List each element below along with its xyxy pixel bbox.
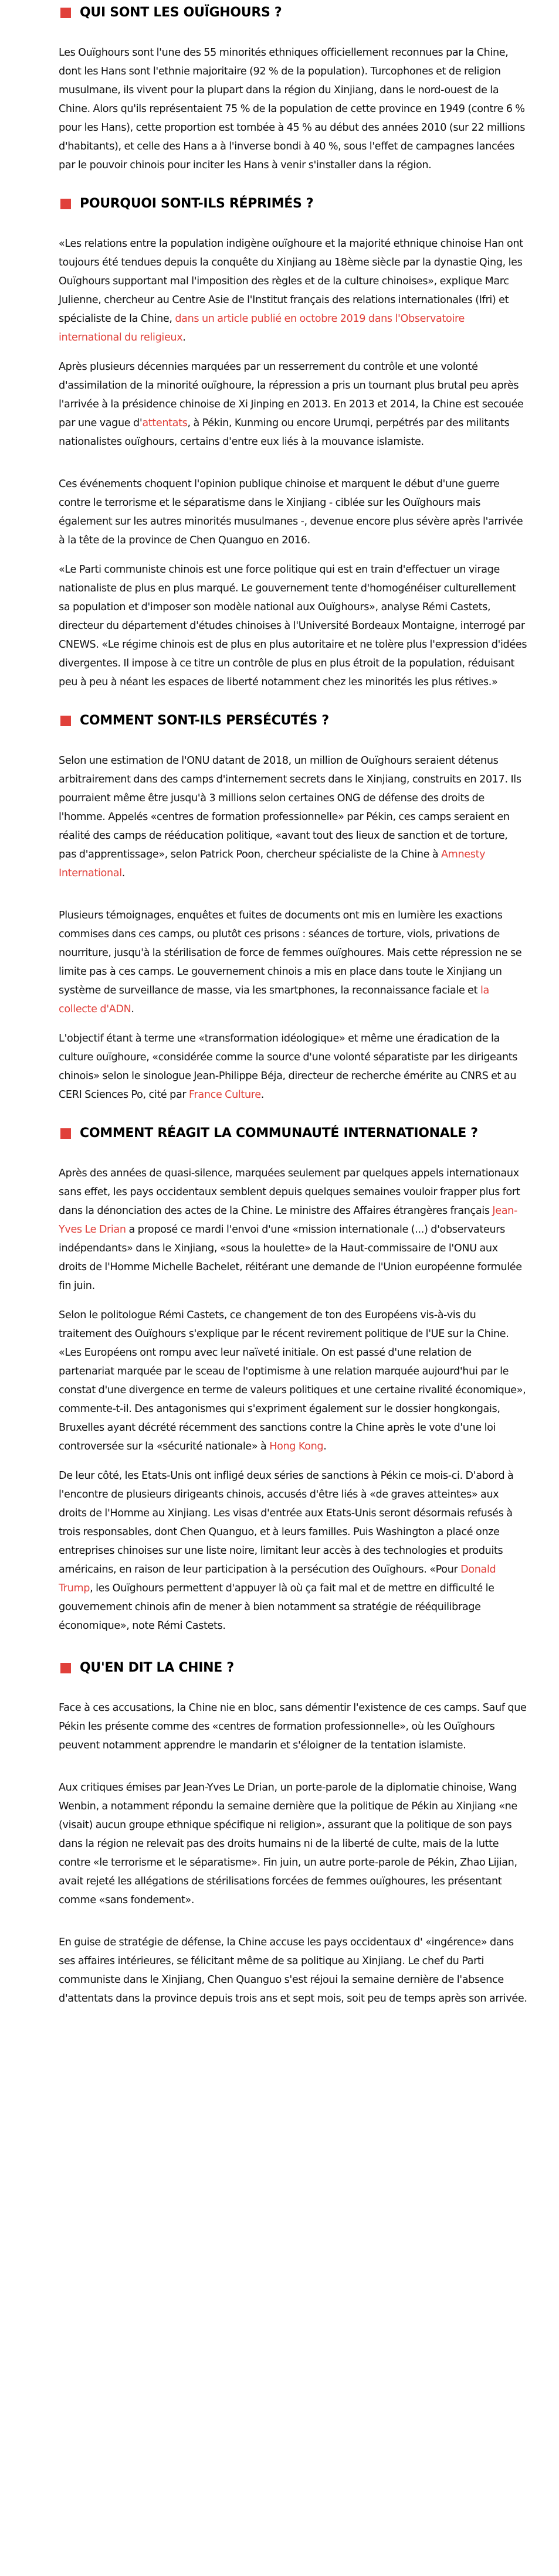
inline-link[interactable]: dans un article publié en octobre 2019 dans l'Observatoire international du religieux bbox=[59, 313, 465, 343]
paragraph-text: . bbox=[131, 1003, 134, 1015]
section-heading-text: POURQUOI SONT-ILS RÉPRIMÉS ? bbox=[80, 196, 314, 211]
red-square-marker-icon bbox=[60, 1128, 71, 1139]
paragraph-text: «Le Parti communiste chinois est une force politique qui est en train d'effectuer un virage nationaliste de plus en plus marqué. Le gouvernement tente d'homogénéiser culturellement sa population et d'imposer son modèle national aux Ouïghours», analyse Rémi Castets, directeur du département d'études chinoises à l'Université Bordeaux Montaigne, interrogé par CNEWS. «Le régime chinois est de plus en plus autoritaire et ne tolère plus l'expression d'idées divergentes. Il impose à ce titre un contrôle de plus en plus étroit de la population, réduisant peu à peu à néant les espaces de liberté notamment chez les minorités les plus rétives.» bbox=[59, 564, 527, 688]
paragraph-text: De leur côté, les Etats-Unis ont infligé deux séries de sanctions à Pékin ce mois-ci. D'abord à l'encontre de plusieurs dirigeants chinois, accusés d'être liés à «de graves atteintes» aux droits de l'Homme au Xinjiang. Les visas d'entrée aux Etats-Unis seront désormais refusés à trois responsables, dont Chen Quanguo, et à leurs familles. Puis Washington a placé onze entreprises chinoises sur une liste noire, limitant leur accès à des technologies et produits américains, en raison de leur participation à la persécution des Ouïghours. «Pour bbox=[59, 1470, 514, 1575]
section-heading-text: COMMENT RÉAGIT LA COMMUNAUTÉ INTERNATIONALE ? bbox=[80, 1126, 478, 1141]
paragraph-text: . bbox=[260, 1089, 265, 1101]
section-heading bbox=[59, 712, 528, 730]
paragraph bbox=[59, 1466, 528, 1635]
inline-link[interactable]: la collecte d'ADN bbox=[59, 985, 489, 1015]
paragraph-text: L'objectif étant à terme une «transformation idéologique» et même une éradication de la culture ouïghoure, «considérée comme la source d'une volonté séparatiste par les dirigeants chinois» selon le sinologue Jean-Philippe Béja, directeur de recherche émérite au CNRS et au CERI Sciences Po, cité par bbox=[59, 1033, 518, 1101]
paragraph bbox=[59, 358, 528, 451]
paragraph bbox=[59, 1029, 528, 1104]
inline-link[interactable]: France Culture bbox=[189, 1089, 261, 1101]
section-heading bbox=[59, 4, 528, 22]
paragraph-text: Ces événements choquent l'opinion publique chinoise et marquent le début d'une guerre contre le terrorisme et le séparatisme dans le Xinjiang - ciblée sur les Ouïghours mais également sur les autres minorités musulmanes -, devenue encore plus sévère après l'arrivée à la tête de la province de Chen Quanguo en 2016. bbox=[59, 478, 523, 546]
paragraph bbox=[59, 1778, 528, 1910]
inline-link[interactable]: attentats bbox=[142, 417, 188, 429]
section-heading-text: QU'EN DIT LA CHINE ? bbox=[80, 1660, 234, 1675]
paragraph bbox=[59, 1699, 528, 1755]
paragraph-text: , les Ouïghours permettent d'appuyer là où ça fait mal et de mettre en difficulté le gouvernement chinois afin de mener à bien notamment sa stratégie de rééquilibrage économique», note Rémi Castets. bbox=[59, 1583, 494, 1632]
section-heading-text: QUI SONT LES OUÏGHOURS ? bbox=[80, 5, 282, 20]
paragraph bbox=[59, 1164, 528, 1295]
inline-link[interactable]: Amnesty International bbox=[59, 849, 486, 879]
paragraph-text: «Les relations entre la population indigène ouïghoure et la majorité ethnique chinoise Han ont toujours été tendues depuis la conquête du Xinjiang au 18ème siècle par la dynastie Qing, les Ouïghours supportant mal l'imposition des règles et de la culture chinoises», explique Marc Julienne, chercheur au Centre Asie de l'Institut français des relations internationales (Ifri) et spécialiste de la Chine, bbox=[59, 238, 523, 325]
paragraph-text: , à Pékin, Kunming ou encore Urumqi, perpétrés par des militants nationalistes ouïghours, certains d'entre eux liés à la mouvance islamiste. bbox=[59, 417, 510, 448]
paragraph bbox=[59, 234, 528, 347]
red-square-marker-icon bbox=[60, 8, 71, 18]
red-square-marker-icon bbox=[60, 1663, 71, 1673]
section-heading bbox=[59, 195, 528, 213]
paragraph-text: Après des années de quasi-silence, marquées seulement par quelques appels internationaux sans effet, les pays occidentaux semblent depuis quelques semaines vouloir frapper plus fort dans la dénonciation des actes de la Chine. Le ministre des Affaires étrangères français bbox=[59, 1168, 520, 1217]
paragraph-text: En guise de stratégie de défense, la Chine accuse les pays occidentaux d' «ingérence» dans ses affaires intérieures, se félicitant même de sa politique au Xinjiang. Le chef du Parti communiste dans le Xinjiang, Chen Quanguo s'est réjoui la semaine dernière de l'absence d'attentats dans la province depuis trois ans et sept mois, soit peu de temps après son arrivée. bbox=[59, 1937, 527, 2005]
paragraph-text: a proposé ce mardi l'envoi d'une «mission internationale (...) d'observateurs indépendants» dans le Xinjiang, «sous la houlette» de la Haut-commissaire de l'ONU aux droits de l'Homme Michelle Bachelet, réitérant une demande de l'Union européenne formulée fin juin. bbox=[59, 1224, 522, 1292]
section-pourquoi-reprimes bbox=[59, 195, 528, 692]
section-qu-en-dit-la-chine bbox=[59, 1659, 528, 2008]
red-square-marker-icon bbox=[60, 716, 71, 726]
paragraph-text: Selon une estimation de l'ONU datant de 2018, un million de Ouïghours seraient détenus arbitrairement dans des camps d'internement secrets dans le Xinjiang, construits en 2017. Ils pourraient même être jusqu'à 3 millions selon certaines ONG de défense des droits de l'homme. Appelés «centres de formation professionnelle» par Pékin, ces camps seraient en réalité des camps de rééducation politique, «avant tout des lieux de sanction et de torture, pas d'apprentissage», selon Patrick Poon, chercheur spécialiste de la Chine à bbox=[59, 755, 521, 860]
inline-link[interactable]: Hong Kong bbox=[269, 1441, 324, 1452]
section-comment-persecutes bbox=[59, 712, 528, 1104]
paragraph bbox=[59, 906, 528, 1019]
paragraph-text: Les Ouïghours sont l'une des 55 minorités ethniques officiellement reconnues par la Chine, dont les Hans sont l'ethnie majoritaire (92 % de la population). Turcophones et de religion musulmane, ils vivent pour la plupart dans la région du Xinjiang, dans le nord-ouest de la Chine. Alors qu'ils représentaient 75 % de la population de cette province en 1949 (contre 6 % pour les Hans), cette proportion est tombée à 45 % au début des années 2010 (sur 22 millions d'habitants), et celle des Hans a à l'inverse bondi à 40 %, sous l'effet de campagnes lancées par le pouvoir chinois pour inciter les Hans à venir s'installer dans la région. bbox=[59, 47, 526, 171]
inline-link[interactable]: Jean-Yves Le Drian bbox=[59, 1205, 517, 1236]
section-heading bbox=[59, 1659, 528, 1677]
section-communaute-internationale bbox=[59, 1124, 528, 1635]
section-qui-sont-les-ouighours bbox=[59, 4, 528, 175]
paragraph-text: Selon le politologue Rémi Castets, ce changement de ton des Européens vis-à-vis du traitement des Ouïghours s'explique par le récent revirement politique de l'UE sur la Chine. «Les Européens ont rompu avec leur naïveté initiale. On est passé d'une relation de partenariat marquée par le sceau de l'optimisme à une relation marquée aujourd'hui par le constat d'une divergence en terme de valeurs politiques et une certaine rivalité économique», commente-t-il. Des antagonismes qui s'expriment également sur le dossier hongkongais, Bruxelles ayant décrété récemment des sanctions contre la Chine après le vote d'une loi controversée sur la «sécurité nationale» à bbox=[59, 1309, 526, 1452]
paragraph-text: Après plusieurs décennies marquées par un resserrement du contrôle et une volonté d'assimilation de la minorité ouïghoure, la répression a pris un tournant plus brutal peu après l'arrivée à la présidence chinoise de Xi Jinping en 2013. En 2013 et 2014, la Chine est secouée par une vague d' bbox=[59, 361, 524, 429]
paragraph-text: Plusieurs témoignages, enquêtes et fuites de documents ont mis en lumière les exactions commises dans ces camps, ou plutôt ces prisons : séances de torture, viols, privations de nourriture, jusqu'à la stérilisation de force de femmes ouïghoures. Mais cette répression ne se limite pas à ces camps. Le gouvernement chinois a mis en place dans toute le Xinjiang un système de surveillance de masse, via les smartphones, la reconnaissance faciale et bbox=[59, 910, 522, 996]
paragraph bbox=[59, 1306, 528, 1456]
paragraph bbox=[59, 1933, 528, 2008]
section-heading bbox=[59, 1124, 528, 1143]
paragraph-text: . bbox=[323, 1441, 327, 1452]
paragraph bbox=[59, 43, 528, 175]
section-heading-text: COMMENT SONT-ILS PERSÉCUTÉS ? bbox=[80, 713, 329, 728]
paragraph bbox=[59, 560, 528, 692]
paragraph-text: . bbox=[121, 867, 125, 879]
paragraph-text: . bbox=[182, 332, 186, 343]
paragraph bbox=[59, 475, 528, 550]
paragraph-text: Aux critiques émises par Jean-Yves Le Drian, un porte-parole de la diplomatie chinoise, Wang Wenbin, a notamment répondu la semaine dernière que la politique de Pékin au Xinjiang «ne (visait) aucun groupe ethnique spécifique ni religion», assurant que la politique de son pays dans la région ne relevait pas des droits humains ni de la liberté de culte, mais de la lutte contre «le terrorisme et le séparatisme». Fin juin, un autre porte-parole de Pékin, Zhao Lijian, avait rejeté les allégations de stérilisations forcées de femmes ouïghoures, les présentant comme «sans fondement». bbox=[59, 1782, 517, 1906]
paragraph-text: Face à ces accusations, la Chine nie en bloc, sans démentir l'existence de ces camps. Sauf que Pékin les présente comme des «centres de formation professionnelle», où les Ouïghours peuvent notamment apprendre le mandarin et s'éloigner de la tentation islamiste. bbox=[59, 1702, 527, 1751]
inline-link[interactable]: Donald Trump bbox=[59, 1564, 496, 1594]
paragraph bbox=[59, 751, 528, 883]
red-square-marker-icon bbox=[60, 199, 71, 209]
